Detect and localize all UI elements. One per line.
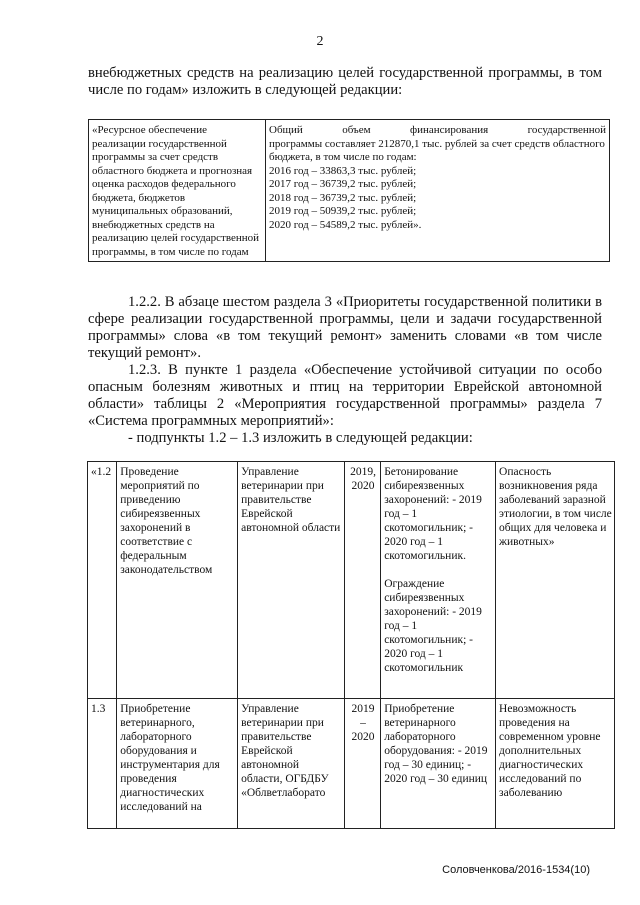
risk: Опасность возникновения ряда заболеваний заразной этиологии, в том числе общих для человека и животных» — [496, 462, 615, 699]
executor: Управление ветеринарии при правительстве Еврейской автономной области — [238, 462, 345, 699]
resource-summary: программы составляет 212870,1 тыс. рублей за счет средств областного бюджета, в том числе по годам: — [269, 137, 605, 163]
year-line-2020: 2020 год – 54589,2 тыс. рублей». — [269, 218, 422, 231]
measure-name: Приобретение ветеринарного, лабораторного оборудования и инструментария для проведения диагностических исследований на — [117, 699, 238, 829]
resource-row — [89, 120, 610, 262]
year-line-2016: 2016 год – 33863,3 тыс. рублей; — [269, 164, 417, 177]
table-row — [88, 699, 615, 829]
year-line-2018: 2018 год – 36739,2 тыс. рублей; — [269, 191, 417, 204]
resource-label-cell: «Ресурсное обеспечение реализации государственной программы за счет средств областного бюджета и прогнозная оценка расходов федерального бюджета, бюджетов муниципальных образований, внебюджетных средств на реализацию целей государственной программы, в том числе по годам — [89, 120, 266, 262]
indicator-concreting: Бетонирование сибиреязвенных захоронений: - 2019 год – 1 скотомогильник; - 2020 год – 1 скотомогильник. — [384, 466, 482, 562]
document-footer: Соловченкова/2016-1534(10) — [442, 864, 590, 876]
indicator-equipment: Приобретение ветеринарного лабораторного оборудования: - 2019 год – 30 единиц; - 2020 год – 30 единиц — [384, 703, 488, 785]
year-line-2017: 2017 год – 36739,2 тыс. рублей; — [269, 178, 417, 190]
para-subpoints: - подпункты 1.2 – 1.3 изложить в следующей редакции: — [128, 430, 473, 446]
resource-value-cell — [266, 120, 610, 262]
risk: Невозможность проведения на современном уровне дополнительных диагностических исследований по заболеванию — [496, 699, 615, 829]
resource-table — [88, 119, 610, 262]
amendment-paragraphs — [88, 294, 602, 447]
row-number: «1.2 — [88, 462, 117, 699]
indicator-fencing: Ограждение сибиреязвенных захоронений: - 2019 год – 1 скотомогильник; - 2020 год – 1 скотомогильник — [384, 578, 482, 674]
intro-paragraph — [88, 65, 602, 99]
intro-text: внебюджетных средств на реализацию целей государственной программы, в том числе по годам» изложить в следующей редакции: — [88, 65, 602, 98]
resource-first-line: Общий объем финансирования государственной — [269, 124, 606, 136]
page-number: 2 — [316, 34, 324, 49]
indicator-cell — [381, 462, 496, 699]
years: 2019 – 2020 — [344, 699, 380, 829]
indicator-cell — [381, 699, 496, 829]
row-number: 1.3 — [88, 699, 117, 829]
para-1-2-2: 1.2.2. В абзаце шестом раздела 3 «Приоритеты государственной политики в сфере реализации государственной программы, цели и задачи государственной программы» слова «в том текущий ремонт» заменить словами «в том числе текущий ремонт». — [88, 294, 602, 361]
measure-name: Проведение мероприятий по приведению сибиреязвенных захоронений в соответствие с федеральным законодательством — [117, 462, 238, 699]
para-1-2-3: 1.2.3. В пункте 1 раздела «Обеспечение устойчивой ситуации по особо опасным болезням животных и птиц на территории Еврейской автономной области» таблицы 2 «Мероприятия государственной программы» раздела 7 «Система программных мероприятий»: — [88, 362, 602, 429]
table-row — [88, 462, 615, 699]
measures-table — [87, 461, 615, 829]
years: 2019, 2020 — [344, 462, 380, 699]
executor: Управление ветеринарии при правительстве Еврейской автономной области, ОГБДБУ «Облветлаборато — [238, 699, 345, 829]
year-line-2019: 2019 год – 50939,2 тыс. рублей; — [269, 205, 417, 217]
